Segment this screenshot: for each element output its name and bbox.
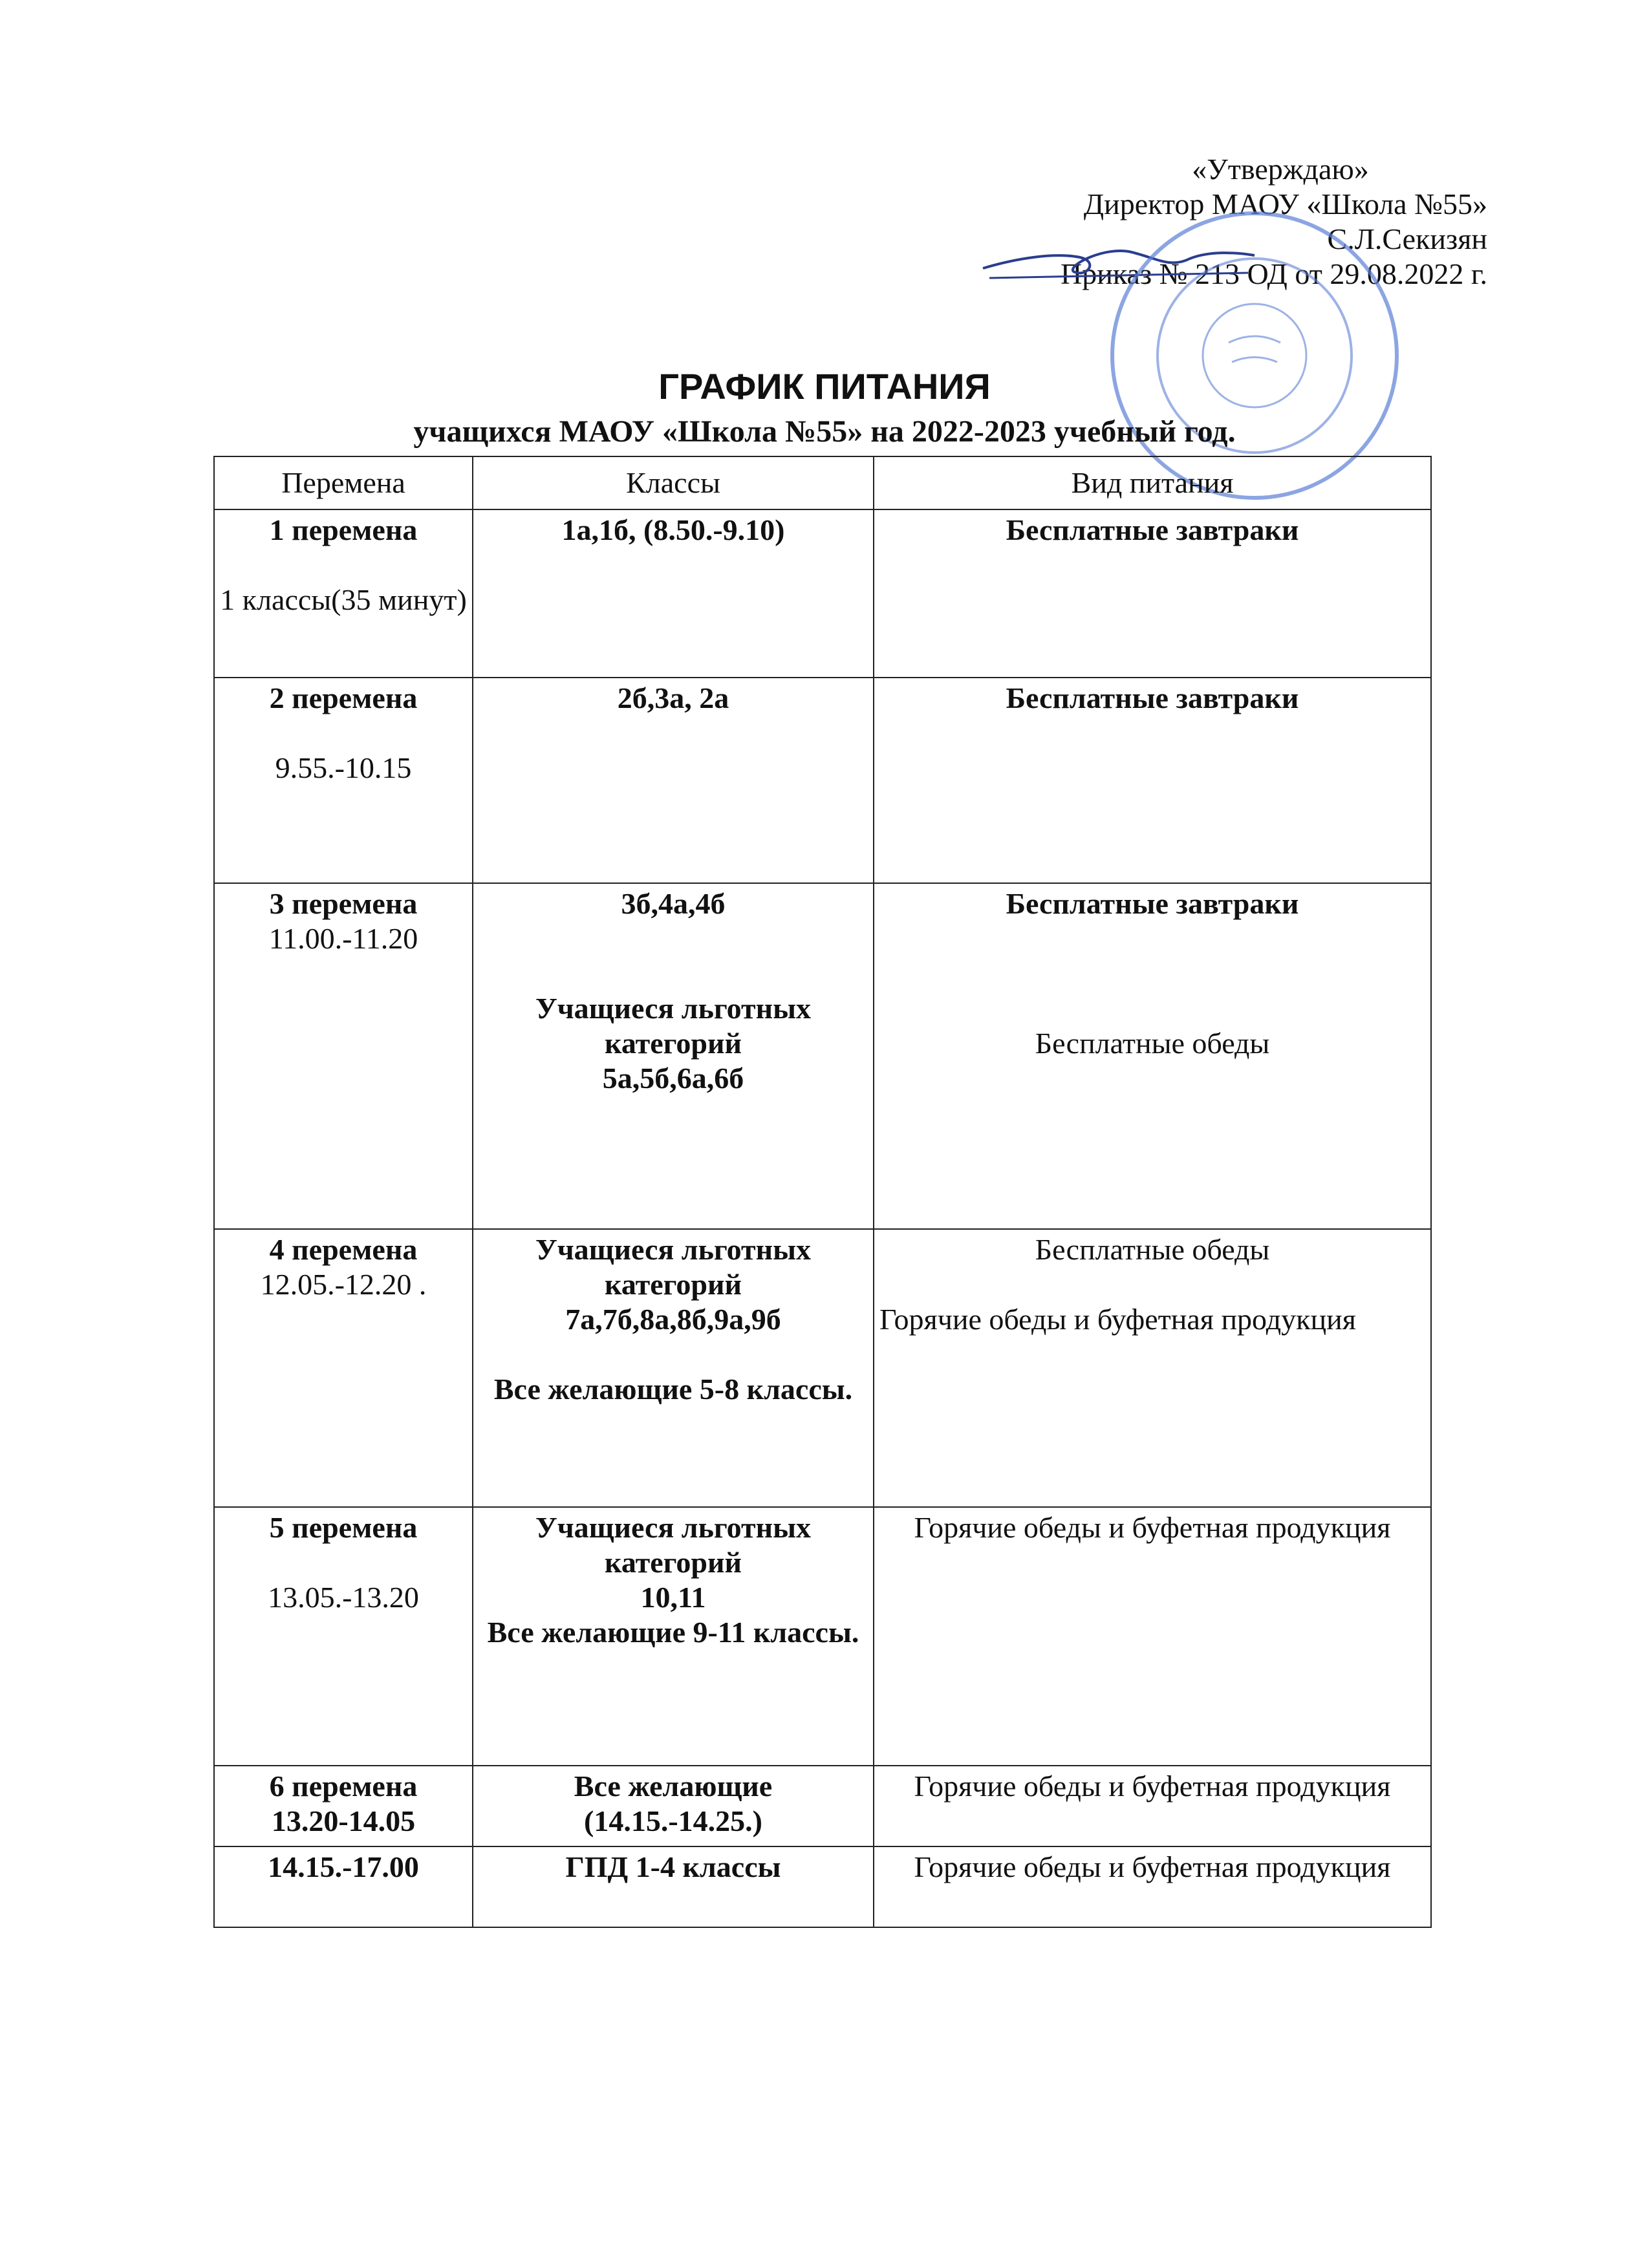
classes-text: 2б,3а, 2а bbox=[617, 681, 729, 714]
meal-cell bbox=[874, 1846, 1431, 1927]
classes-cell bbox=[473, 1507, 874, 1766]
meal-text: Бесплатные завтраки bbox=[1006, 887, 1299, 920]
classes-text: 10,11 bbox=[640, 1581, 706, 1614]
meal-cell bbox=[874, 883, 1431, 1229]
meal-text: Бесплатные обеды bbox=[1035, 1233, 1270, 1266]
break-cell bbox=[214, 678, 473, 883]
meal-text: Горячие обеды и буфетная продукция bbox=[914, 1850, 1391, 1883]
classes-text: Все желающие 5-8 классы. bbox=[493, 1373, 853, 1406]
break-name: 5 перемена bbox=[269, 1511, 418, 1544]
classes-cell bbox=[473, 1229, 874, 1507]
break-cell bbox=[214, 1766, 473, 1846]
classes-cell bbox=[473, 678, 874, 883]
approval-director-name: С.Л.Секизян bbox=[1327, 222, 1487, 255]
classes-text: 7а,7б,8а,8б,9а,9б bbox=[565, 1303, 781, 1336]
classes-cell bbox=[473, 1766, 874, 1846]
meal-schedule-table bbox=[213, 456, 1432, 1928]
classes-text: ГПД 1-4 классы bbox=[565, 1850, 781, 1883]
classes-text: 3б,4а,4б bbox=[621, 887, 726, 920]
meal-text: Горячие обеды и буфетная продукция bbox=[879, 1303, 1356, 1336]
classes-cell bbox=[473, 509, 874, 678]
break-name: 6 перемена bbox=[269, 1770, 418, 1803]
meal-text: Бесплатные завтраки bbox=[1006, 513, 1299, 546]
meal-cell bbox=[874, 1507, 1431, 1766]
table-row bbox=[214, 678, 1431, 883]
break-cell bbox=[214, 1846, 473, 1927]
meal-text: Бесплатные завтраки bbox=[1006, 681, 1299, 714]
break-time: 9.55.-10.15 bbox=[275, 751, 412, 784]
break-cell bbox=[214, 1229, 473, 1507]
page-title: ГРАФИК ПИТАНИЯ bbox=[658, 366, 991, 407]
classes-text: 5а,5б,6а,6б bbox=[602, 1062, 744, 1095]
classes-text: 1а,1б, (8.50.-9.10) bbox=[561, 513, 785, 546]
break-time: 13.20-14.05 bbox=[271, 1804, 416, 1837]
meal-cell bbox=[874, 509, 1431, 678]
classes-text: Учащиеся льготных категорий bbox=[535, 1233, 812, 1301]
meal-text: Бесплатные обеды bbox=[1035, 1027, 1270, 1060]
classes-text: Все желающие bbox=[574, 1770, 773, 1803]
approval-director: Директор МАОУ «Школа №55» bbox=[1083, 187, 1487, 220]
break-name: 2 перемена bbox=[269, 681, 418, 714]
meal-cell bbox=[874, 1229, 1431, 1507]
break-time: 1 классы(35 минут) bbox=[220, 583, 467, 616]
approval-order: Приказ № 213 ОД от 29.08.2022 г. bbox=[1061, 257, 1487, 290]
approval-heading: «Утверждаю» bbox=[1192, 153, 1369, 186]
meal-text: Горячие обеды и буфетная продукция bbox=[914, 1511, 1391, 1544]
table-row bbox=[214, 1766, 1431, 1846]
classes-text: Учащиеся льготных категорий bbox=[535, 1511, 812, 1579]
meal-cell bbox=[874, 678, 1431, 883]
page-subtitle: учащихся МАОУ «Школа №55» на 2022-2023 учебный год. bbox=[413, 414, 1236, 449]
classes-text: Учащиеся льготных категорий bbox=[535, 992, 812, 1060]
table-row bbox=[214, 509, 1431, 678]
classes-cell bbox=[473, 1846, 874, 1927]
break-name: 14.15.-17.00 bbox=[268, 1850, 419, 1883]
classes-text: Все желающие 9-11 классы. bbox=[487, 1616, 859, 1649]
classes-text: (14.15.-14.25.) bbox=[584, 1804, 762, 1837]
meal-cell bbox=[874, 1766, 1431, 1846]
break-cell bbox=[214, 1507, 473, 1766]
break-name: 1 перемена bbox=[269, 513, 418, 546]
meal-text: Горячие обеды и буфетная продукция bbox=[914, 1770, 1391, 1803]
table-row bbox=[214, 1846, 1431, 1927]
header-break: Перемена bbox=[214, 456, 473, 509]
break-name: 4 перемена bbox=[269, 1233, 418, 1266]
break-name: 3 перемена bbox=[269, 887, 418, 920]
classes-cell bbox=[473, 883, 874, 1229]
break-cell bbox=[214, 883, 473, 1229]
table-row bbox=[214, 1507, 1431, 1766]
break-time: 11.00.-11.20 bbox=[268, 922, 418, 955]
table-row bbox=[214, 1229, 1431, 1507]
table-header-row bbox=[214, 456, 1431, 509]
header-classes: Классы bbox=[473, 456, 874, 509]
table-row bbox=[214, 883, 1431, 1229]
break-time: 13.05.-13.20 bbox=[268, 1581, 419, 1614]
header-meal-type: Вид питания bbox=[874, 456, 1431, 509]
break-cell bbox=[214, 509, 473, 678]
break-time: 12.05.-12.20 . bbox=[260, 1268, 427, 1301]
